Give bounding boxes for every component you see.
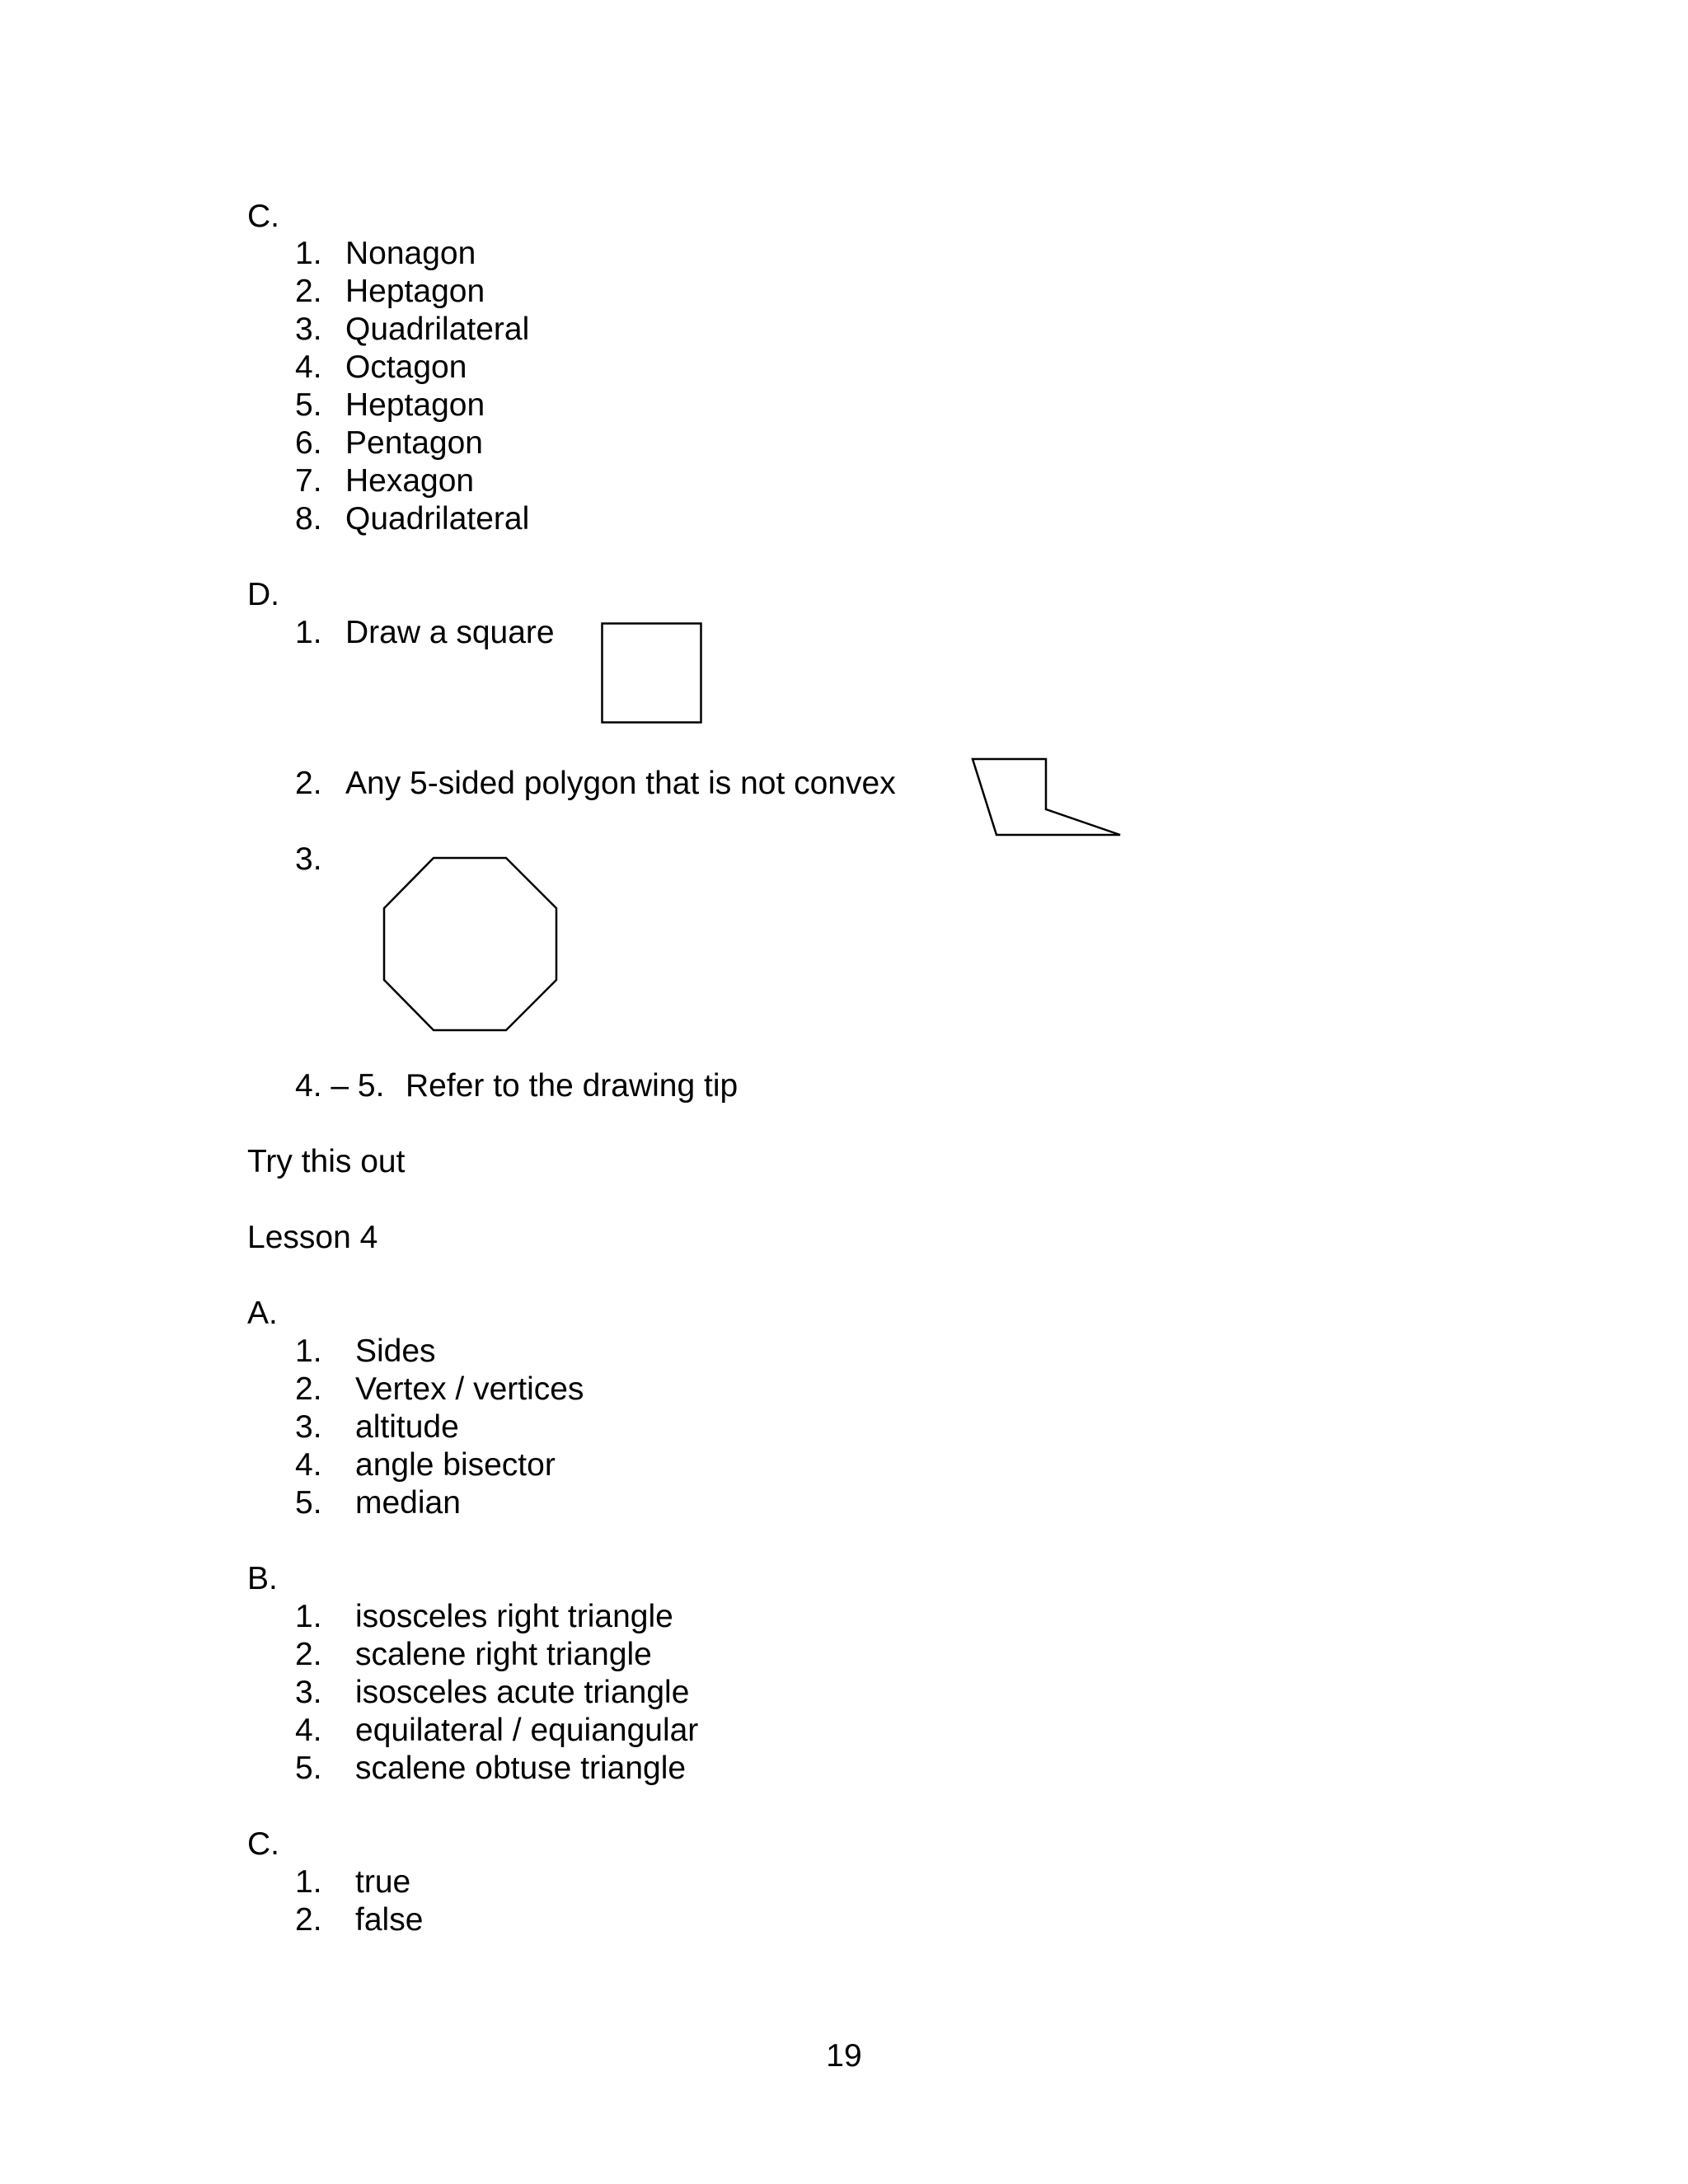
list-item-number: 1. xyxy=(295,1599,322,1634)
list-item-text: median xyxy=(355,1485,461,1521)
lesson4-a-heading: A. xyxy=(247,1296,278,1331)
octagon-shape xyxy=(382,856,559,1033)
list-item-text: true xyxy=(355,1864,411,1900)
list-item-number: 3. xyxy=(295,841,322,877)
list-item-number: 4. xyxy=(295,349,322,385)
list-item-number: 2. xyxy=(295,1371,322,1407)
list-item-text: Heptagon xyxy=(345,274,485,309)
list-item-text: Any 5-sided polygon that is not convex xyxy=(345,766,896,801)
list-item-text: altitude xyxy=(355,1409,459,1445)
list-item-number: 5. xyxy=(295,1485,322,1521)
list-item-number: 8. xyxy=(295,501,322,537)
list-item-text: Pentagon xyxy=(345,425,483,461)
list-item-text: Octagon xyxy=(345,349,467,385)
list-item-number: 5. xyxy=(295,387,322,423)
list-item-number: 2. xyxy=(295,766,322,801)
square-shape xyxy=(601,622,703,724)
list-item-text: Hexagon xyxy=(345,463,475,499)
list-item-number: 3. xyxy=(295,312,322,347)
list-item-text: scalene right triangle xyxy=(355,1637,652,1672)
list-item-number: 2. xyxy=(295,274,322,309)
section-c-heading: C. xyxy=(247,199,279,234)
list-item-number: 1. xyxy=(295,1333,322,1369)
list-item-number: 7. xyxy=(295,463,322,499)
lesson4-c-heading: C. xyxy=(247,1826,279,1862)
list-item-text: Heptagon xyxy=(345,387,485,423)
lesson4-b-heading: B. xyxy=(247,1561,278,1596)
list-item-text: false xyxy=(355,1902,424,1938)
list-item-text: Nonagon xyxy=(345,236,476,271)
list-item-text: Vertex / vertices xyxy=(355,1371,584,1407)
list-item-text: Sides xyxy=(355,1333,436,1369)
list-item-number: 2. xyxy=(295,1902,322,1938)
list-item-number: 3. xyxy=(295,1675,322,1710)
list-item-text: Draw a square xyxy=(345,615,555,650)
list-item-number: 1. xyxy=(295,236,322,271)
list-item-text: scalene obtuse triangle xyxy=(355,1750,687,1786)
section-d-heading: D. xyxy=(247,577,279,612)
list-item-number: 6. xyxy=(295,425,322,461)
list-item-text: Quadrilateral xyxy=(345,501,530,537)
list-item-text: equilateral / equiangular xyxy=(355,1713,699,1748)
list-item-text: Refer to the drawing tip xyxy=(406,1068,738,1104)
list-item-number: 5. xyxy=(295,1750,322,1786)
list-item-text: isosceles right triangle xyxy=(355,1599,673,1634)
list-item-number: 4. xyxy=(295,1713,322,1748)
page-number: 19 xyxy=(826,2038,862,2074)
list-item-number: 1. xyxy=(295,615,322,650)
try-this-out-heading: Try this out xyxy=(247,1144,406,1179)
list-item-number: 3. xyxy=(295,1409,322,1445)
list-item-number: 2. xyxy=(295,1637,322,1672)
list-item-text: Quadrilateral xyxy=(345,312,530,347)
list-item-number: 4. – 5. xyxy=(295,1068,385,1104)
list-item-number: 4. xyxy=(295,1447,322,1483)
lesson-title: Lesson 4 xyxy=(247,1220,378,1255)
concave-pentagon-shape xyxy=(971,757,1123,837)
list-item-number: 1. xyxy=(295,1864,322,1900)
list-item-text: angle bisector xyxy=(355,1447,556,1483)
list-item-text: isosceles acute triangle xyxy=(355,1675,690,1710)
